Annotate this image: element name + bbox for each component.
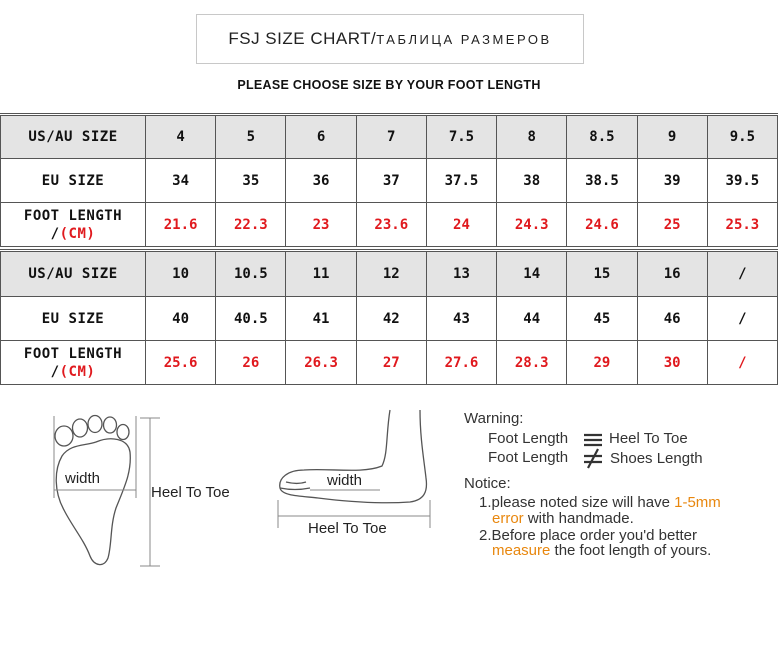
eu-value-cell: 39.5 bbox=[707, 159, 777, 203]
eu-size-row bbox=[1, 159, 778, 203]
eu-value-cell: 36 bbox=[286, 159, 356, 203]
eu-value-cell: 40 bbox=[146, 297, 216, 341]
eu-size-label: EU SIZE bbox=[1, 159, 146, 203]
us-value-cell: 8.5 bbox=[567, 115, 637, 159]
notice-2-measure-word: measure bbox=[492, 542, 551, 559]
us-value-cell: 7 bbox=[356, 115, 426, 159]
us-size-row bbox=[1, 251, 778, 297]
size-table-1 bbox=[0, 113, 778, 247]
notice-1-tail: with handmade. bbox=[523, 510, 634, 527]
equals-icon bbox=[582, 431, 604, 447]
us-size-label: US/AU SIZE bbox=[1, 251, 146, 297]
eu-value-cell: 38.5 bbox=[567, 159, 637, 203]
us-value-cell: / bbox=[707, 251, 777, 297]
sole-width-label: width bbox=[65, 470, 101, 487]
not-equal-left: Foot Length bbox=[488, 449, 569, 466]
us-value-cell: 6 bbox=[286, 115, 356, 159]
equal-left: Foot Length bbox=[488, 430, 569, 447]
us-value-cell: 13 bbox=[426, 251, 496, 297]
fl-value-cell: 27 bbox=[356, 341, 426, 385]
fl-value-cell: 24.6 bbox=[567, 203, 637, 247]
us-value-cell: 9.5 bbox=[707, 115, 777, 159]
eu-value-cell: 39 bbox=[637, 159, 707, 203]
fl-value-cell: 25 bbox=[637, 203, 707, 247]
notice-1-text: 1.please noted size will have bbox=[479, 494, 675, 511]
unit-slash: / bbox=[50, 225, 60, 242]
notice-1-line-2 bbox=[492, 510, 634, 527]
eu-value-cell: 37.5 bbox=[426, 159, 496, 203]
eu-value-cell: 45 bbox=[567, 297, 637, 341]
fl-value-cell: 29 bbox=[567, 341, 637, 385]
notice-2-line-1: 2.Before place order you'd better bbox=[479, 527, 697, 544]
fl-value-cell: 25.3 bbox=[707, 203, 777, 247]
foot-length-unit bbox=[1, 363, 145, 381]
unit-slash: / bbox=[50, 363, 60, 380]
foot-length-label-text: FOOT LENGTH bbox=[23, 207, 123, 224]
fl-value-cell: 23.6 bbox=[356, 203, 426, 247]
sole-heel-to-toe-label: Heel To Toe bbox=[151, 484, 230, 501]
us-size-label: US/AU SIZE bbox=[1, 115, 146, 159]
fl-value-cell: 28.3 bbox=[497, 341, 567, 385]
eu-value-cell: 44 bbox=[497, 297, 567, 341]
notice-2-tail: the foot length of yours. bbox=[550, 542, 712, 559]
foot-length-row bbox=[1, 341, 778, 385]
sole-outline-icon bbox=[56, 439, 130, 565]
foot-length-label bbox=[1, 203, 146, 247]
us-value-cell: 15 bbox=[567, 251, 637, 297]
eu-size-row bbox=[1, 297, 778, 341]
eu-value-cell: 34 bbox=[146, 159, 216, 203]
chart-title-russian: ТАБЛИЦА РАЗМЕРОВ bbox=[376, 31, 552, 47]
chart-title bbox=[196, 14, 584, 64]
equal-right: Heel To Toe bbox=[609, 430, 688, 447]
eu-value-cell: / bbox=[707, 297, 777, 341]
eu-size-label: EU SIZE bbox=[1, 297, 146, 341]
unit-cm: (CM) bbox=[59, 225, 96, 242]
eu-value-cell: 40.5 bbox=[216, 297, 286, 341]
notice-1-error-range: 1-5mm bbox=[674, 494, 721, 511]
eu-value-cell: 37 bbox=[356, 159, 426, 203]
not-equal-icon bbox=[582, 447, 604, 469]
side-width-label: width bbox=[327, 472, 363, 489]
notice-heading: Notice: bbox=[464, 475, 511, 492]
us-size-row bbox=[1, 115, 778, 159]
us-value-cell: 10.5 bbox=[216, 251, 286, 297]
foot-length-row bbox=[1, 203, 778, 247]
notice-2-line-2 bbox=[492, 542, 711, 559]
us-value-cell: 7.5 bbox=[426, 115, 496, 159]
us-value-cell: 9 bbox=[637, 115, 707, 159]
us-value-cell: 14 bbox=[497, 251, 567, 297]
us-value-cell: 12 bbox=[356, 251, 426, 297]
eu-value-cell: 43 bbox=[426, 297, 496, 341]
eu-value-cell: 42 bbox=[356, 297, 426, 341]
us-value-cell: 16 bbox=[637, 251, 707, 297]
us-value-cell: 10 bbox=[146, 251, 216, 297]
subtitle: PLEASE CHOOSE SIZE BY YOUR FOOT LENGTH bbox=[237, 78, 541, 92]
fl-value-cell: 21.6 bbox=[146, 203, 216, 247]
eu-value-cell: 41 bbox=[286, 297, 356, 341]
foot-length-unit bbox=[1, 225, 145, 243]
not-equal-right: Shoes Length bbox=[610, 450, 703, 467]
foot-length-label-text: FOOT LENGTH bbox=[23, 345, 123, 362]
side-heel-to-toe-label: Heel To Toe bbox=[308, 520, 387, 537]
warning-heading: Warning: bbox=[464, 410, 524, 427]
eu-value-cell: 46 bbox=[637, 297, 707, 341]
fl-value-cell: 25.6 bbox=[146, 341, 216, 385]
fl-value-cell: 26 bbox=[216, 341, 286, 385]
fl-value-cell: / bbox=[707, 341, 777, 385]
fl-value-cell: 23 bbox=[286, 203, 356, 247]
fl-value-cell: 24 bbox=[426, 203, 496, 247]
us-value-cell: 4 bbox=[146, 115, 216, 159]
foot-length-label bbox=[1, 341, 146, 385]
size-table-2 bbox=[0, 249, 778, 385]
us-value-cell: 5 bbox=[216, 115, 286, 159]
us-value-cell: 8 bbox=[497, 115, 567, 159]
fl-value-cell: 27.6 bbox=[426, 341, 496, 385]
fl-value-cell: 26.3 bbox=[286, 341, 356, 385]
chart-title-main: FSJ SIZE CHART/ bbox=[228, 29, 377, 48]
unit-cm: (CM) bbox=[59, 363, 96, 380]
us-value-cell: 11 bbox=[286, 251, 356, 297]
fl-value-cell: 30 bbox=[637, 341, 707, 385]
eu-value-cell: 38 bbox=[497, 159, 567, 203]
notice-1-line-1 bbox=[479, 494, 721, 511]
notice-1-error-word: error bbox=[492, 510, 524, 527]
fl-value-cell: 24.3 bbox=[497, 203, 567, 247]
fl-value-cell: 22.3 bbox=[216, 203, 286, 247]
eu-value-cell: 35 bbox=[216, 159, 286, 203]
